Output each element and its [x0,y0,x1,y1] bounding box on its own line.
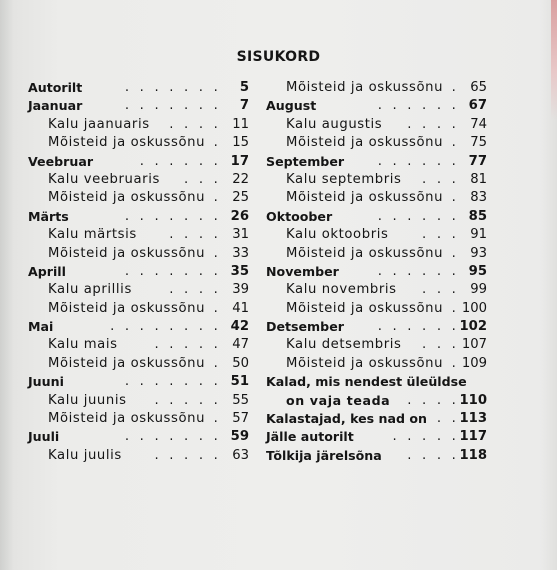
toc-entry [266,392,487,410]
toc-leader-dots: . . . . . . [377,153,459,169]
toc-page-number: 22 [232,171,249,187]
toc-entry-title: November [266,263,339,279]
toc-page-number: 63 [232,447,249,463]
toc-entry-title: Märts [28,208,69,224]
toc-column-left [28,79,249,465]
toc-leader-dots: . . . . [407,447,459,463]
toc-column-right [266,79,487,465]
toc-page-number: 65 [470,80,487,95]
toc-entry-title: Mõisteid ja oskussõnu [48,135,206,151]
toc-entry [28,189,249,207]
toc-page-number: 31 [232,227,249,243]
toc-entry-title: Kalu märtsis [48,227,137,243]
toc-entry-title: Juuli [28,429,60,445]
toc-entry [266,447,487,465]
toc-page-number: 35 [230,263,249,279]
toc-page-number: 39 [232,282,249,298]
toc-entry-title: Autorilt [28,80,83,95]
toc-page-number: 5 [239,80,249,95]
toc-page-number: 17 [230,153,249,169]
toc-entry-title: Kalu jaanuaris [48,116,150,132]
toc-entry [28,392,249,410]
toc-leader-dots: . . [436,411,459,427]
toc-page-number: 26 [230,208,249,224]
toc-entry [266,116,487,134]
toc-entry [266,79,487,97]
toc-entry-title: Kalu veebruaris [48,171,160,187]
toc-entry [266,97,487,115]
toc-page-number: 33 [232,245,249,261]
toc-leader-dots: . . . . [407,116,459,132]
toc-page-number: 47 [232,337,249,353]
toc-entry [28,79,249,97]
toc-entry [266,318,487,336]
toc-entry-title: Mõisteid ja oskussõnu [286,300,444,316]
toc-leader-dots: . [451,135,459,151]
toc-page-number: 42 [230,319,249,335]
toc-entry [28,318,249,336]
toc-leader-dots: . . . [184,171,221,187]
toc-page-number: 113 [459,411,487,427]
toc-entry [28,428,249,446]
toc-entry-title: Mõisteid ja oskussõnu [48,300,206,316]
toc-leader-dots: . . . . . [392,429,459,445]
toc-leader-dots: . . . . . . [377,263,459,279]
toc-entry-title: Jaanuar [28,98,83,114]
toc-entry-title: Kalu augustis [286,116,383,132]
toc-entry-title: Oktoober [266,208,333,224]
toc-leader-dots: . . . . . . [377,208,459,224]
toc-entry-title: August [266,98,317,114]
toc-page-number: 95 [468,263,487,279]
toc-page-number: 55 [232,392,249,408]
toc-entry [28,355,249,373]
toc-entry [266,336,487,354]
toc-page-number: 109 [461,355,487,371]
toc-entry [266,263,487,281]
toc-page-number: 67 [468,98,487,114]
toc-leader-dots: . . . . . [154,447,221,463]
toc-page-number: 59 [230,429,249,445]
toc-entry [28,171,249,189]
toc-leader-dots: . . . . . [154,337,221,353]
toc-leader-dots: . [451,300,459,316]
toc-leader-dots: . . . . . [154,392,221,408]
toc-page-number: 74 [470,116,487,132]
toc-entry-title: Kalu detsembris [286,337,402,353]
toc-entry [28,300,249,318]
toc-page-number: 102 [459,319,487,335]
toc-leader-dots: . . . . [169,227,221,243]
toc-leader-dots: . . . . . . . [124,263,221,279]
toc-page-number: 100 [461,300,487,316]
toc-page-number: 7 [239,98,249,114]
toc-entry-title: Kalu novembris [286,282,397,298]
toc-entry-title: September [266,153,345,169]
toc-entry-title: Kalu septembris [286,171,402,187]
toc-entry [28,134,249,152]
toc-page-number: 118 [459,447,487,463]
toc-entry [266,245,487,263]
toc-entry [28,116,249,134]
toc-entry-title: Jälle autorilt [266,429,354,445]
toc-entry [266,171,487,189]
toc-entry-title: Mõisteid ja oskussõnu [286,355,444,371]
toc-page-number: 25 [232,190,249,206]
toc-entry-title: Kalad, mis nendest üleüldse [266,374,467,390]
toc-page-number: 107 [461,337,487,353]
toc-leader-dots: . [213,355,221,371]
toc-page-number: 85 [468,208,487,224]
toc-entry-title: Juuni [28,374,64,390]
toc-leader-dots: . . . . [169,116,221,132]
toc-entry [28,226,249,244]
toc-entry [28,410,249,428]
toc-page-number: 15 [232,135,249,151]
toc-entry [266,281,487,299]
toc-entry [266,373,487,391]
toc-entry-title: Kalu oktoobris [286,227,389,243]
toc-entry [266,226,487,244]
toc-entry [28,336,249,354]
toc-leader-dots: . . . . . . . [124,374,221,390]
toc-entry [266,189,487,207]
toc-entry-title: Kalu aprillis [48,282,132,298]
toc-leader-dots: . . . . [407,392,459,408]
toc-entry [266,134,487,152]
toc-entry-title: Mõisteid ja oskussõnu [48,245,206,261]
toc-leader-dots: . [451,80,459,95]
toc-entry-title: Mõisteid ja oskussõnu [48,190,206,206]
toc-page-number: 93 [470,245,487,261]
toc-page-number: 83 [470,190,487,206]
toc-leader-dots: . [451,245,459,261]
toc-entry [266,410,487,428]
toc-page-number: 75 [470,135,487,151]
toc-entry-title: on vaja teada [286,392,391,408]
toc-entry [28,373,249,391]
toc-entry-title: Kalastajad, kes nad on [266,411,428,427]
toc-leader-dots: . [213,190,221,206]
toc-leader-dots: . . . [422,227,459,243]
toc-leader-dots: . . . [422,171,459,187]
toc-leader-dots: . . . [422,337,459,353]
toc-page-number: 11 [232,116,249,132]
toc-page-number: 81 [470,171,487,187]
page-title: SISUKORD [236,49,321,65]
toc-entry-title: Kalu juunis [48,392,127,408]
toc-leader-dots: . [213,411,221,427]
toc-leader-dots: . . . . . . [377,98,459,114]
toc-entry-title: Mai [28,319,54,335]
toc-entry [266,300,487,318]
toc-leader-dots: . . . . . . . [124,80,221,95]
toc-leader-dots: . [213,245,221,261]
toc-page-number: 77 [468,153,487,169]
toc-entry [266,428,487,446]
toc-entry-title: Detsember [266,319,344,335]
toc-entry-title: Kalu juulis [48,447,122,463]
toc-leader-dots: . [451,355,459,371]
toc-leader-dots: . . . . [169,282,221,298]
toc-entry [266,355,487,373]
toc-leader-dots: . . . . . . . [124,98,221,114]
toc-entry-title: Kalu mais [48,337,118,353]
toc-page-number: 51 [230,374,249,390]
toc-entry [28,208,249,226]
toc-entry-title: Aprill [28,263,66,279]
toc-entry-title: Mõisteid ja oskussõnu [286,135,444,151]
toc-page-number: 110 [459,392,487,408]
toc-entry-title: Tõlkija järelsõna [266,447,382,463]
toc-entry [28,97,249,115]
toc-leader-dots: . . . [422,282,459,298]
toc-leader-dots: . [213,300,221,316]
toc-leader-dots: . [213,135,221,151]
toc-entry [28,153,249,171]
toc-entry-title: Mõisteid ja oskussõnu [48,355,206,371]
toc-page-number: 57 [232,411,249,427]
toc-page-number: 50 [232,355,249,371]
toc-leader-dots: . [451,190,459,206]
toc-entry [28,263,249,281]
toc-entry-title: Mõisteid ja oskussõnu [48,411,206,427]
toc-entry-title: Mõisteid ja oskussõnu [286,190,444,206]
toc-page-number: 117 [459,429,487,445]
toc-entry [266,208,487,226]
toc-entry [28,447,249,465]
toc-page-number: 91 [470,227,487,243]
toc-entry [28,245,249,263]
toc-entry-title: Mõisteid ja oskussõnu [286,80,444,95]
toc-entry-title: Mõisteid ja oskussõnu [286,245,444,261]
toc-entry-title: Veebruar [28,153,94,169]
toc-leader-dots: . . . . . . [377,319,459,335]
toc-leader-dots: . . . . . . . [124,429,221,445]
toc-page-number: 99 [470,282,487,298]
toc-leader-dots: . . . . . . . . [110,319,221,335]
toc-entry [266,153,487,171]
toc-leader-dots: . . . . . . [139,153,221,169]
toc-entry [28,281,249,299]
toc-page-number: 41 [232,300,249,316]
toc-leader-dots: . . . . . . . [124,208,221,224]
